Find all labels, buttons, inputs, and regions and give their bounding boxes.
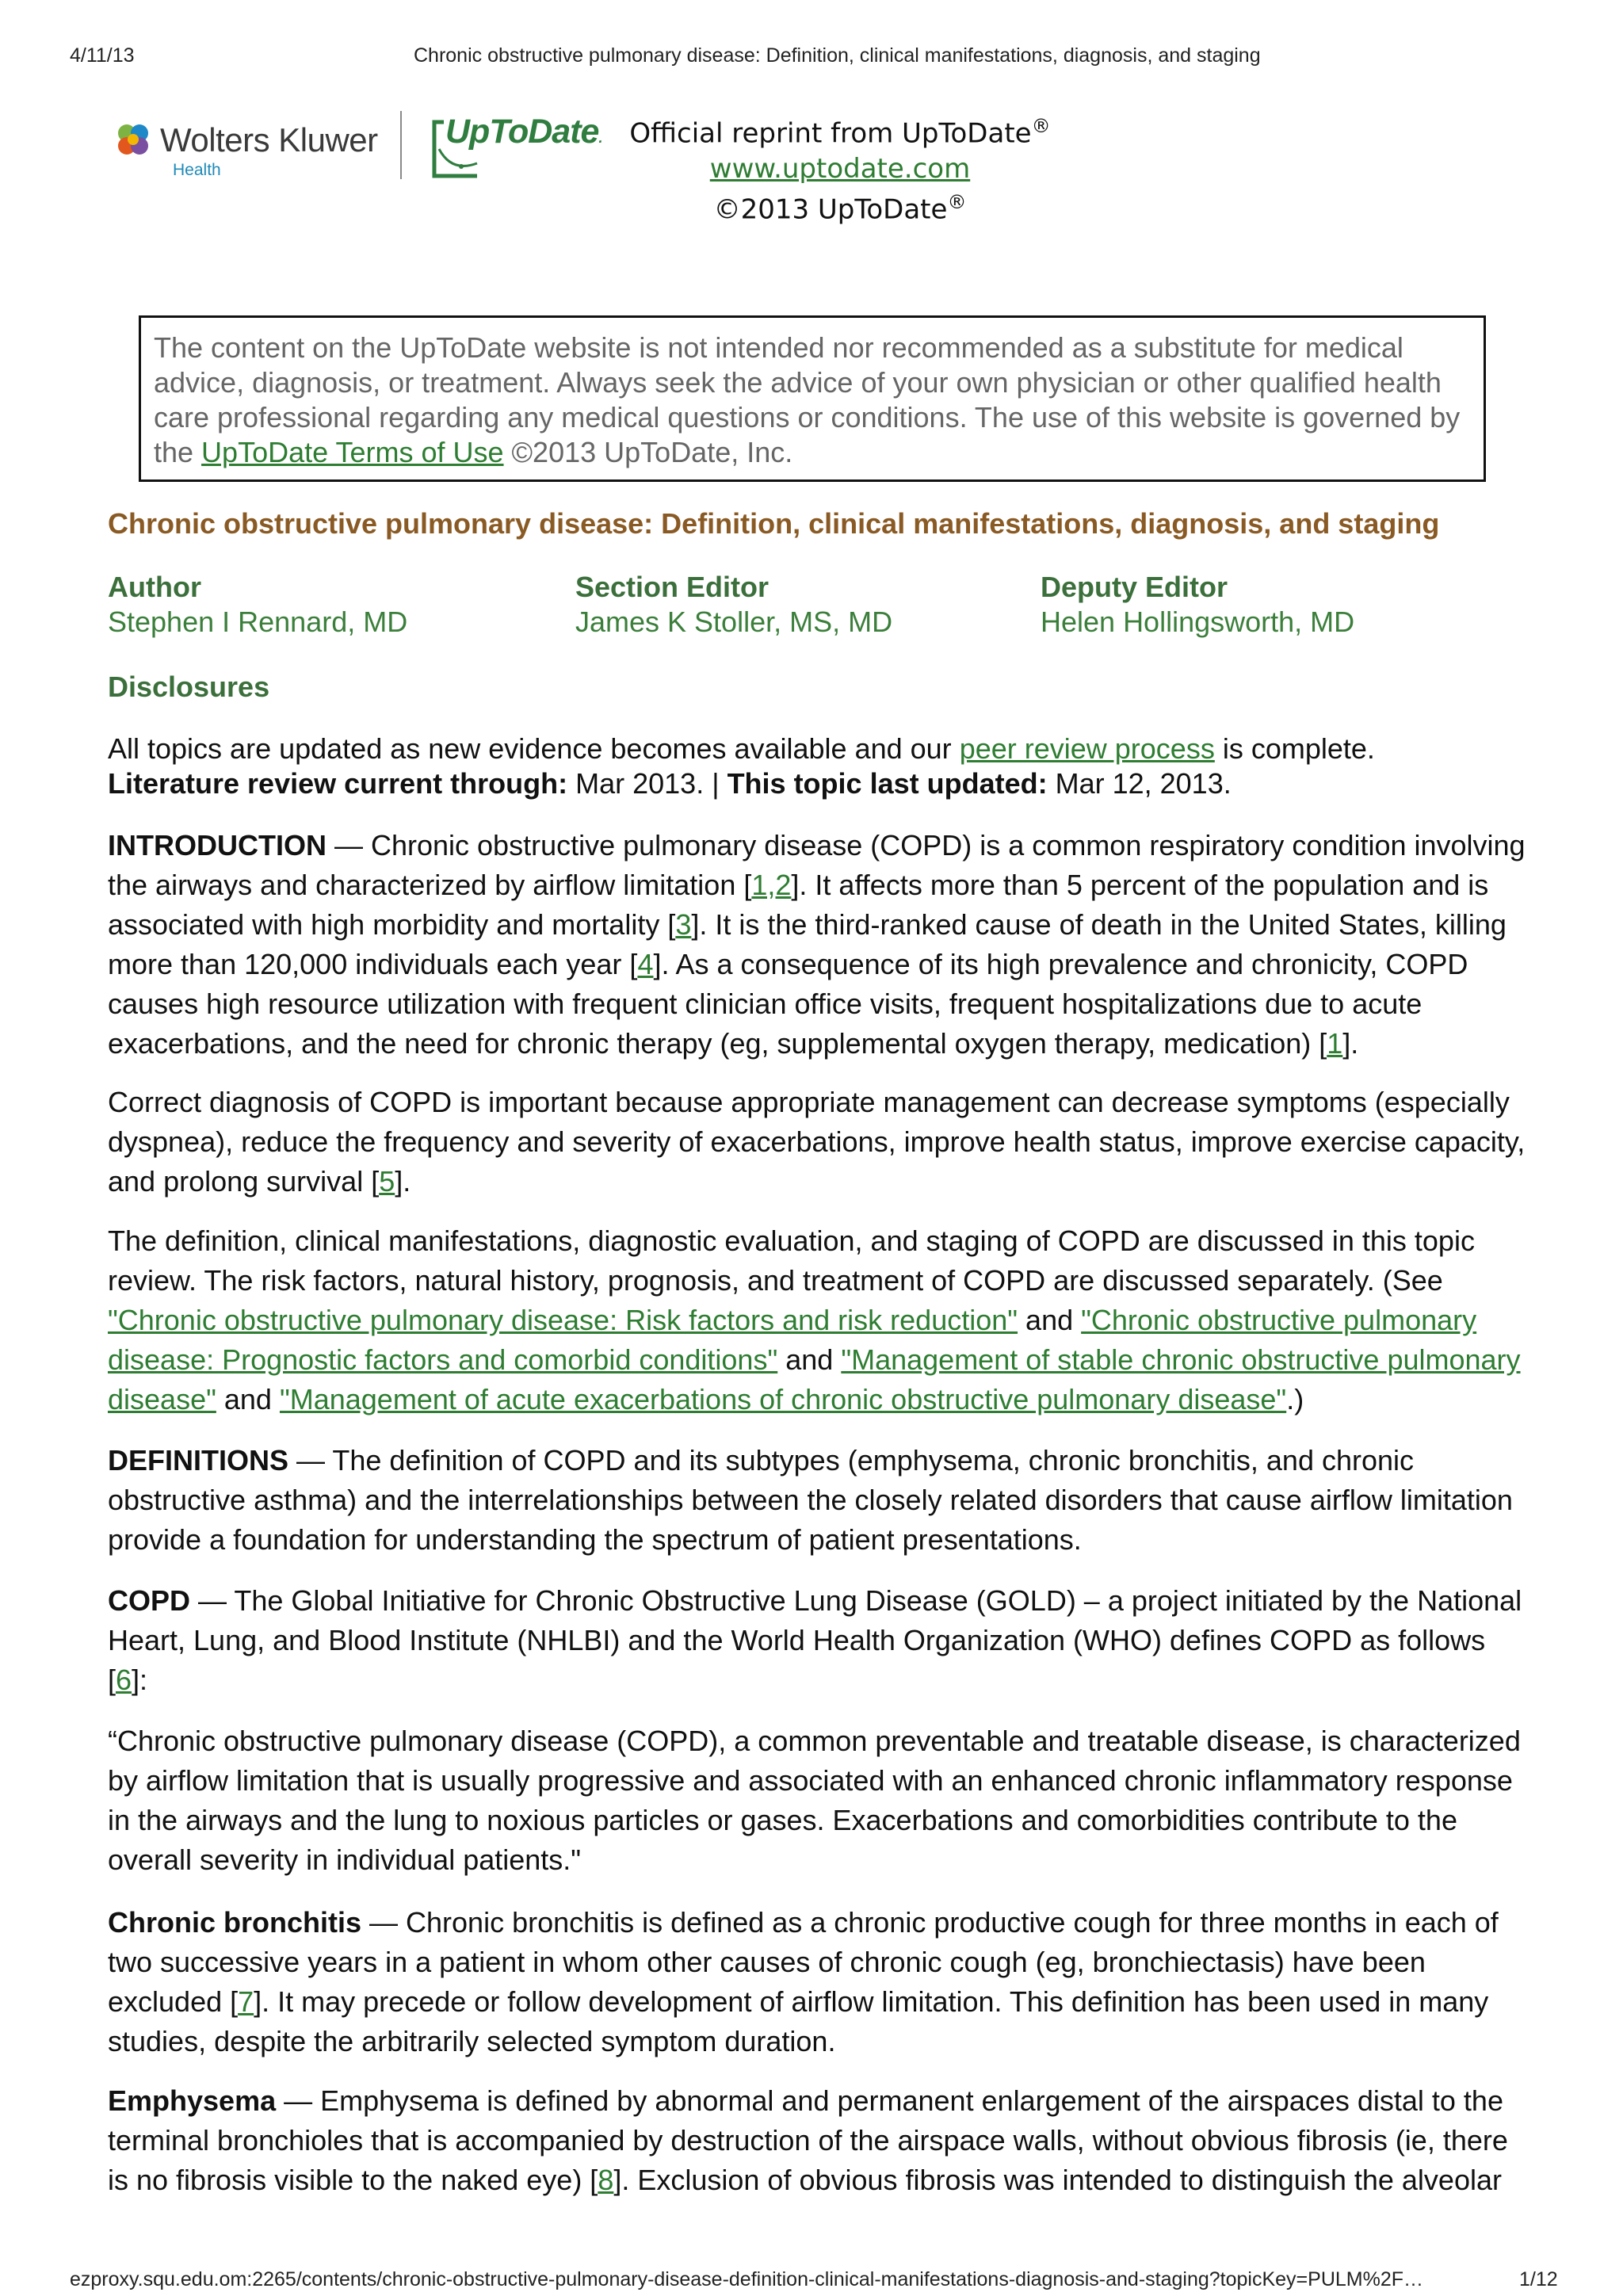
disclaimer-box: The content on the UpToDate website is not intended nor recommended as a substitute for medical advice, diagnosis, or treatment. Always seek the advice of your own physician or other qualified health care professional regarding any medical questions or conditions. The use of this website is governed by the UpToDate Terms of Use ©2013 UpToDate, Inc. [139, 315, 1486, 482]
section-editor-name[interactable]: James K Stoller, MS, MD [575, 606, 893, 638]
diagnosis-importance-paragraph: Correct diagnosis of COPD is important because appropriate management can decrease symptoms (especially dyspnea), reduce the frequency and severity of exacerbations, improve health status, improve exercise capacity, and prolong survival [5]. [108, 1086, 1526, 1198]
logo-divider [400, 111, 402, 179]
page-number: 1/12 [1519, 2268, 1558, 2290]
print-footer-url: ezproxy.squ.edu.om:2265/contents/chronic-obstructive-pulmonary-disease-definition-clinical-manifestations-diagnosis-and-staging?topicKey=PULM%2F… [70, 2268, 1424, 2290]
copd-definition-paragraph: COPD — The Global Initiative for Chronic Obstructive Lung Disease (GOLD) – a project initiated by the National Heart, Lung, and Blood Institute (NHLBI) and the World Health Organization (WHO) defines COPD as follows [6]: [108, 1584, 1522, 1696]
author-heading: Author [108, 571, 201, 603]
acute-exacerbations-topic-link[interactable]: "Management of acute exacerbations of chronic obstructive pulmonary disease" [279, 1383, 1287, 1415]
scope-paragraph: The definition, clinical manifestations, diagnostic evaluation, and staging of COPD are discussed in this topic review. The risk factors, natural history, prognosis, and treatment of COPD are discussed separately. (See "Chronic obstructive pulmonary disease: Risk factors and risk reduction" and "Chronic obstructive pulmonary disease: Prognostic factors and comorbid conditions" and "Management of stable chronic obstructive pulmonary disease" and "Management of acute exacerbations of chronic obstructive pulmonary disease".) [108, 1224, 1521, 1415]
definitions-paragraph: DEFINITIONS — The definition of COPD and its subtypes (emphysema, chronic bronchitis, and chronic obstructive asthma) and the interrelationships between the closely related disorders that cause airflow limitation provide a foundation for understanding the spectrum of patient presentations. [108, 1444, 1513, 1556]
emphysema-heading: Emphysema [108, 2084, 277, 2117]
reference-link[interactable]: 5 [379, 1165, 395, 1198]
reprint-copyright: ©2013 UpToDate® [713, 191, 967, 226]
update-info: All topics are updated as new evidence becomes available and our peer review process is complete. Literature review current through: Mar 2013. | This topic last updated: Mar 12, 2013. [108, 732, 1375, 800]
introduction-paragraph: INTRODUCTION — Chronic obstructive pulmonary disease (COPD) is a common respiratory condition involving the airways and characterized by airflow limitation [1,2]. It affects more than 5 percent of the population and is associated with high morbidity and mortality [3]. It is the third-ranked cause of death in the United States, killing more than 120,000 individuals each year [4]. As a consequence of its high prevalence and chronicity, COPD causes high resource utilization with frequent clinician office visits, frequent hospitalizations due to acute exacerbations, and the need for chronic therapy (eg, supplemental oxygen therapy, medication) [1]. [108, 829, 1526, 1060]
stable-copd-management-topic-link[interactable]: "Management of stable chronic obstructive pulmonary disease" [108, 1343, 1521, 1415]
emphysema-paragraph: Emphysema — Emphysema is defined by abnormal and permanent enlargement of the airspaces distal to the terminal bronchioles that is accompanied by destruction of the airspace walls, without obvious fibrosis (ie, there is no fibrosis visible to the naked eye) [8]. Exclusion of obvious fibrosis was intended to distinguish the alveolar [108, 2084, 1508, 2196]
author-name[interactable]: Stephen I Rennard, MD [108, 606, 408, 638]
copd-heading: COPD [108, 1584, 191, 1617]
print-header-title: Chronic obstructive pulmonary disease: Definition, clinical manifestations, diagnosis, and staging [414, 44, 1261, 67]
wolters-kluwer-mark-icon [113, 120, 153, 159]
reference-link[interactable]: 8 [598, 2164, 614, 2196]
reference-link[interactable]: 1 [1327, 1027, 1343, 1060]
uptodate-logo [428, 111, 602, 182]
gold-quote-paragraph: “Chronic obstructive pulmonary disease (COPD), a common preventable and treatable disease, is characterized by airflow limitation that is usually progressive and associated with an enhanced chronic inflammatory response in the airways and the lung to noxious particles or gases. Exacerbations and comorbidities contribute to the overall severity in individual patients." [108, 1725, 1521, 1876]
wolters-kluwer-name: Wolters Kluwer [160, 121, 378, 159]
peer-review-link[interactable]: peer review process [959, 732, 1215, 765]
print-date: 4/11/13 [70, 44, 135, 67]
reference-link[interactable]: 3 [675, 908, 692, 941]
terms-of-use-link[interactable]: UpToDate Terms of Use [201, 436, 504, 468]
deputy-editor-heading: Deputy Editor [1041, 571, 1228, 603]
uptodate-name: UpToDate. [445, 113, 602, 151]
article-title: Chronic obstructive pulmonary disease: Definition, clinical manifestations, diagnosis, and staging [108, 507, 1440, 540]
uptodate-url-link[interactable]: www.uptodate.com [709, 153, 971, 185]
wolters-kluwer-health: Health [173, 161, 221, 179]
introduction-heading: INTRODUCTION [108, 829, 327, 861]
disclosures-link[interactable]: Disclosures [108, 670, 270, 703]
chronic-bronchitis-paragraph: Chronic bronchitis — Chronic bronchitis is defined as a chronic productive cough for three months in each of two successive years in a patient in whom other causes of chronic cough (eg, bronchiectasis) have been excluded [7]. It may precede or follow development of airflow limitation. This definition has been used in many studies, despite the arbitrarily selected symptom duration. [108, 1906, 1499, 2057]
reference-link[interactable]: 4 [637, 948, 654, 980]
risk-factors-topic-link[interactable]: "Chronic obstructive pulmonary disease: Risk factors and risk reduction" [108, 1304, 1018, 1336]
wolters-kluwer-logo [111, 115, 388, 182]
definitions-heading: DEFINITIONS [108, 1444, 289, 1477]
reprint-url [586, 153, 1094, 185]
section-editor-heading: Section Editor [575, 571, 769, 603]
deputy-editor-name[interactable]: Helen Hollingsworth, MD [1041, 606, 1355, 638]
reference-link[interactable]: 7 [238, 1985, 254, 2018]
official-reprint-line: Official reprint from UpToDate® [629, 115, 1051, 150]
reference-link[interactable]: 1,2 [751, 869, 792, 901]
reference-link[interactable]: 6 [116, 1664, 132, 1696]
chronic-bronchitis-heading: Chronic bronchitis [108, 1906, 362, 1939]
prognostic-factors-topic-link[interactable]: "Chronic obstructive pulmonary disease: Prognostic factors and comorbid conditions" [108, 1304, 1477, 1376]
